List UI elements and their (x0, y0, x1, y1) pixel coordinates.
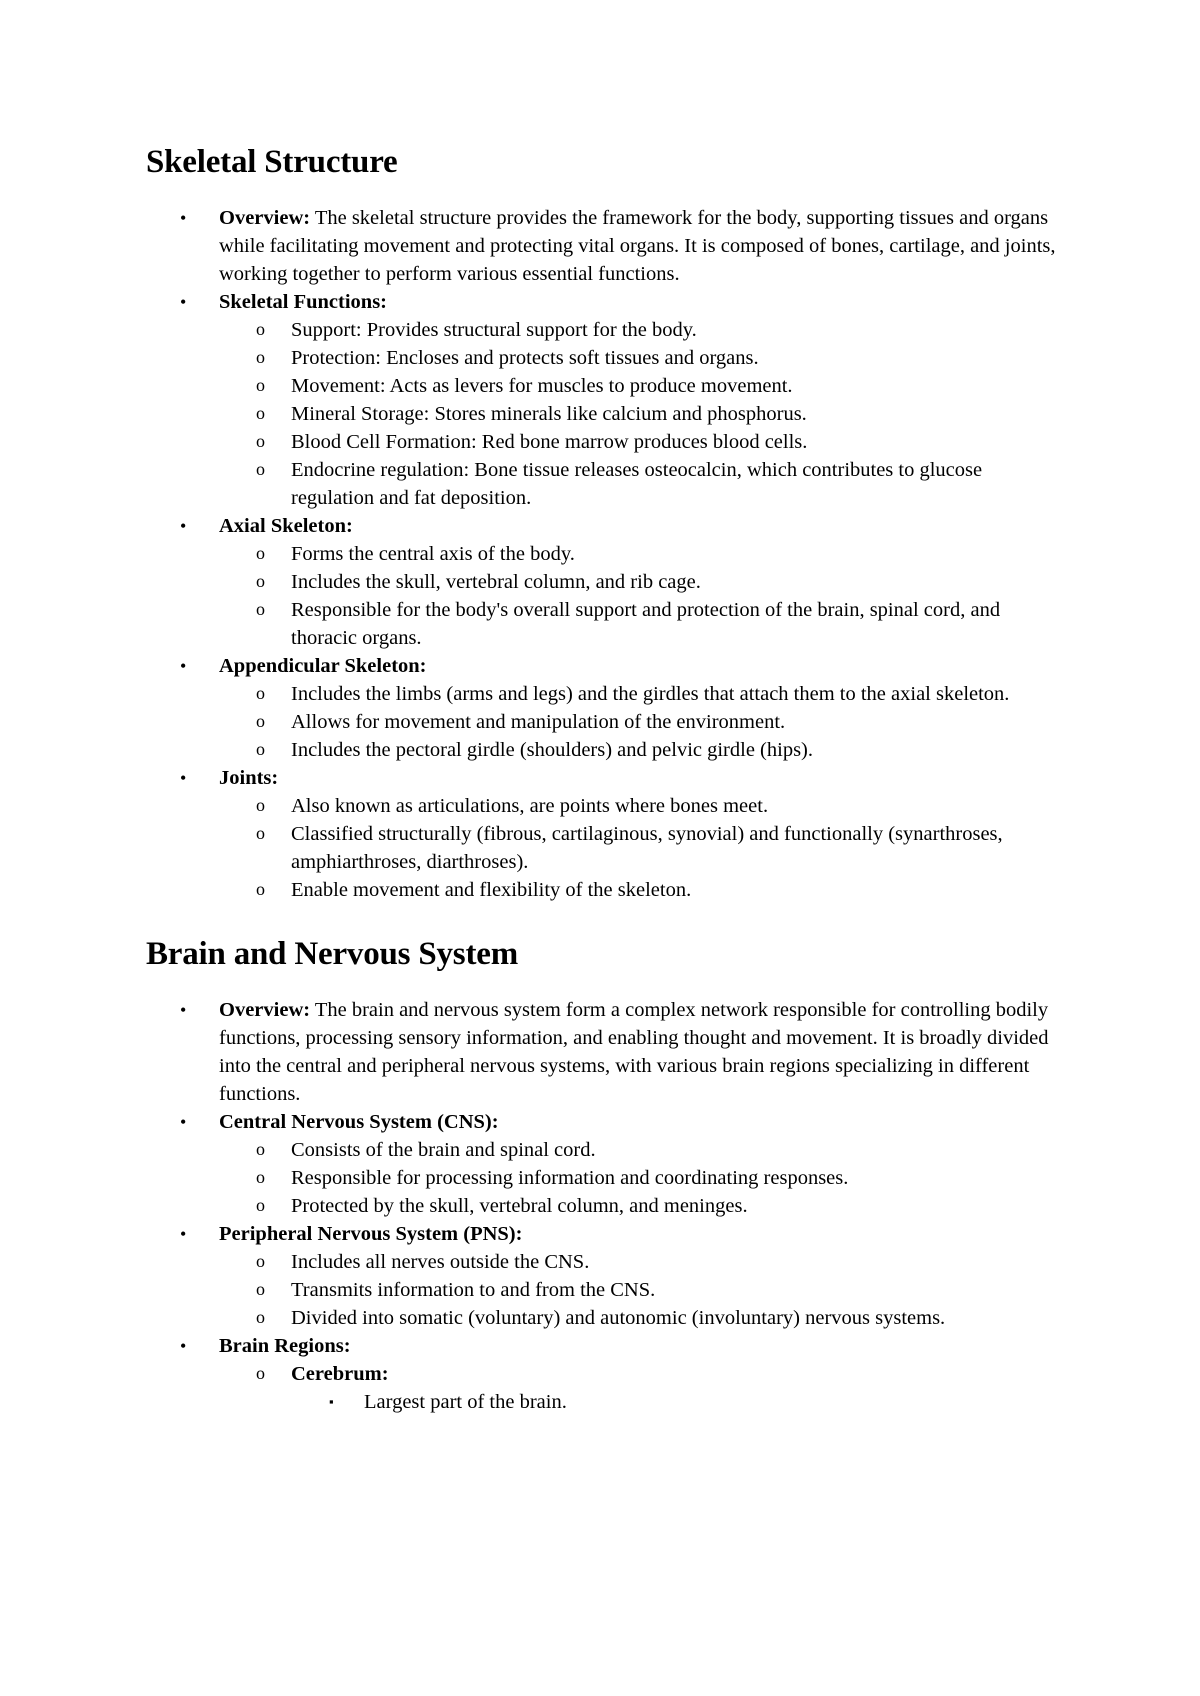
circle-bullet-icon: o (256, 1251, 265, 1271)
sublist-item-text: Includes the pectoral girdle (shoulders) and pelvic girdle (hips). (291, 739, 814, 761)
sublist-item-cerebrum (146, 1360, 1066, 1416)
circle-bullet-icon: o (256, 431, 265, 451)
sublist (219, 1248, 1066, 1332)
circle-bullet-icon: o (256, 571, 265, 591)
sublist-item (146, 540, 1066, 568)
circle-bullet-icon: o (256, 795, 265, 815)
circle-bullet-icon: o (256, 375, 265, 395)
bullet-icon: • (180, 768, 187, 788)
bullet-icon: • (180, 292, 187, 312)
sublist-item-text: Blood Cell Formation: Red bone marrow produces blood cells. (291, 431, 808, 453)
sub-sublist-item-text: Largest part of the brain. (364, 1391, 567, 1413)
circle-bullet-icon: o (256, 543, 265, 563)
sub-sublist (291, 1388, 1066, 1416)
sublist (219, 1360, 1066, 1416)
item-label: Overview: (219, 207, 311, 229)
circle-bullet-icon: o (256, 1363, 265, 1383)
item-label: Overview: (219, 999, 311, 1021)
sublist-item (146, 1248, 1066, 1276)
item-text: The brain and nervous system form a complex network responsible for controlling bodily functions, processing sensory information, and enabling thought and movement. It is broadly divided into the central and peripheral nervous systems, with various brain regions specializing in different functions. (219, 999, 1049, 1105)
sublist (219, 1136, 1066, 1220)
sublist-item (146, 1304, 1066, 1332)
circle-bullet-icon: o (256, 739, 265, 759)
sublist-item (146, 1192, 1066, 1220)
sublist-item-text: Support: Provides structural support for the body. (291, 319, 697, 341)
sublist-item (146, 736, 1066, 764)
circle-bullet-icon: o (256, 1279, 265, 1299)
document-content (146, 142, 1066, 1416)
circle-bullet-icon: o (256, 683, 265, 703)
sublist-item-text: Includes the skull, vertebral column, and rib cage. (291, 571, 701, 593)
circle-bullet-icon: o (256, 1307, 265, 1327)
item-label: Peripheral Nervous System (PNS): (219, 1223, 523, 1245)
item-text: The skeletal structure provides the framework for the body, supporting tissues and organs while facilitating movement and protecting vital organs. It is composed of bones, cartilage, and joints, working together to perform various essential functions. (219, 207, 1056, 285)
sublist (219, 540, 1066, 652)
circle-bullet-icon: o (256, 599, 265, 619)
sublist-item-text: Consists of the brain and spinal cord. (291, 1139, 596, 1161)
nervous-system-list (146, 996, 1066, 1416)
sublist-item (146, 372, 1066, 400)
sublist-item (146, 568, 1066, 596)
sublist-item-text: Allows for movement and manipulation of the environment. (291, 711, 786, 733)
sublist-item-text: Divided into somatic (voluntary) and autonomic (involuntary) nervous systems. (291, 1307, 946, 1329)
sublist-item (146, 316, 1066, 344)
list-item-brain-regions (146, 1332, 1066, 1416)
sublist-item-text: Transmits information to and from the CNS. (291, 1279, 656, 1301)
cerebrum-label: Cerebrum: (291, 1363, 389, 1385)
item-label: Brain Regions: (219, 1335, 351, 1357)
list-item-skeletal-functions (146, 288, 1066, 512)
sublist (219, 316, 1066, 512)
bullet-icon: • (180, 1336, 187, 1356)
sublist-item-text: Classified structurally (fibrous, cartilaginous, synovial) and functionally (synarthroses, amphiarthroses, diarthroses). (291, 823, 1003, 873)
circle-bullet-icon: o (256, 1139, 265, 1159)
sublist-item (146, 1136, 1066, 1164)
circle-bullet-icon: o (256, 1195, 265, 1215)
skeletal-list (146, 204, 1066, 904)
bullet-icon: • (180, 1224, 187, 1244)
sublist-item (146, 344, 1066, 372)
sublist-item-text: Also known as articulations, are points where bones meet. (291, 795, 769, 817)
sublist-item (146, 1164, 1066, 1192)
sub-sublist-item (146, 1388, 1066, 1416)
sublist-item (146, 596, 1066, 652)
circle-bullet-icon: o (256, 403, 265, 423)
sublist-item (146, 708, 1066, 736)
circle-bullet-icon: o (256, 347, 265, 367)
list-item-overview (146, 996, 1066, 1108)
circle-bullet-icon: o (256, 459, 265, 479)
bullet-icon: • (180, 208, 187, 228)
sublist-item (146, 428, 1066, 456)
item-label: Central Nervous System (CNS): (219, 1111, 499, 1133)
bullet-icon: • (180, 1000, 187, 1020)
item-label: Skeletal Functions: (219, 291, 387, 313)
sublist-item-text: Responsible for processing information and coordinating responses. (291, 1167, 849, 1189)
list-item-overview (146, 204, 1066, 288)
sublist-item (146, 680, 1066, 708)
sublist-item (146, 792, 1066, 820)
list-item-appendicular-skeleton (146, 652, 1066, 764)
sublist-item (146, 820, 1066, 876)
sublist-item-text: Movement: Acts as levers for muscles to produce movement. (291, 375, 793, 397)
list-item-joints (146, 764, 1066, 904)
bullet-icon: • (180, 1112, 187, 1132)
list-item-cns (146, 1108, 1066, 1220)
square-bullet-icon: ▪ (329, 1394, 334, 1409)
circle-bullet-icon: o (256, 1167, 265, 1187)
list-item-pns (146, 1220, 1066, 1332)
item-label: Appendicular Skeleton: (219, 655, 427, 677)
sublist-item-text: Enable movement and flexibility of the skeleton. (291, 879, 692, 901)
sublist (219, 680, 1066, 764)
item-label: Joints: (219, 767, 279, 789)
sublist-item (146, 456, 1066, 512)
circle-bullet-icon: o (256, 319, 265, 339)
sublist-item-text: Mineral Storage: Stores minerals like calcium and phosphorus. (291, 403, 807, 425)
sublist-item-text: Protected by the skull, vertebral column, and meninges. (291, 1195, 748, 1217)
section-title-brain-nervous-system: Brain and Nervous System (146, 936, 518, 972)
sublist-item (146, 876, 1066, 904)
sublist-item-text: Responsible for the body's overall support and protection of the brain, spinal cord, and thoracic organs. (291, 599, 1001, 649)
item-label: Axial Skeleton: (219, 515, 353, 537)
sublist-item-text: Protection: Encloses and protects soft tissues and organs. (291, 347, 759, 369)
sublist-item-text: Endocrine regulation: Bone tissue releases osteocalcin, which contributes to glucose regulation and fat deposition. (291, 459, 983, 509)
sublist (219, 792, 1066, 904)
circle-bullet-icon: o (256, 823, 265, 843)
bullet-icon: • (180, 516, 187, 536)
circle-bullet-icon: o (256, 711, 265, 731)
sublist-item (146, 1276, 1066, 1304)
section-title-skeletal-structure: Skeletal Structure (146, 144, 398, 180)
sublist-item (146, 400, 1066, 428)
bullet-icon: • (180, 656, 187, 676)
sublist-item-text: Includes the limbs (arms and legs) and the girdles that attach them to the axial skeleton. (291, 683, 1010, 705)
list-item-axial-skeleton (146, 512, 1066, 652)
circle-bullet-icon: o (256, 879, 265, 899)
sublist-item-text: Includes all nerves outside the CNS. (291, 1251, 590, 1273)
sublist-item-text: Forms the central axis of the body. (291, 543, 575, 565)
